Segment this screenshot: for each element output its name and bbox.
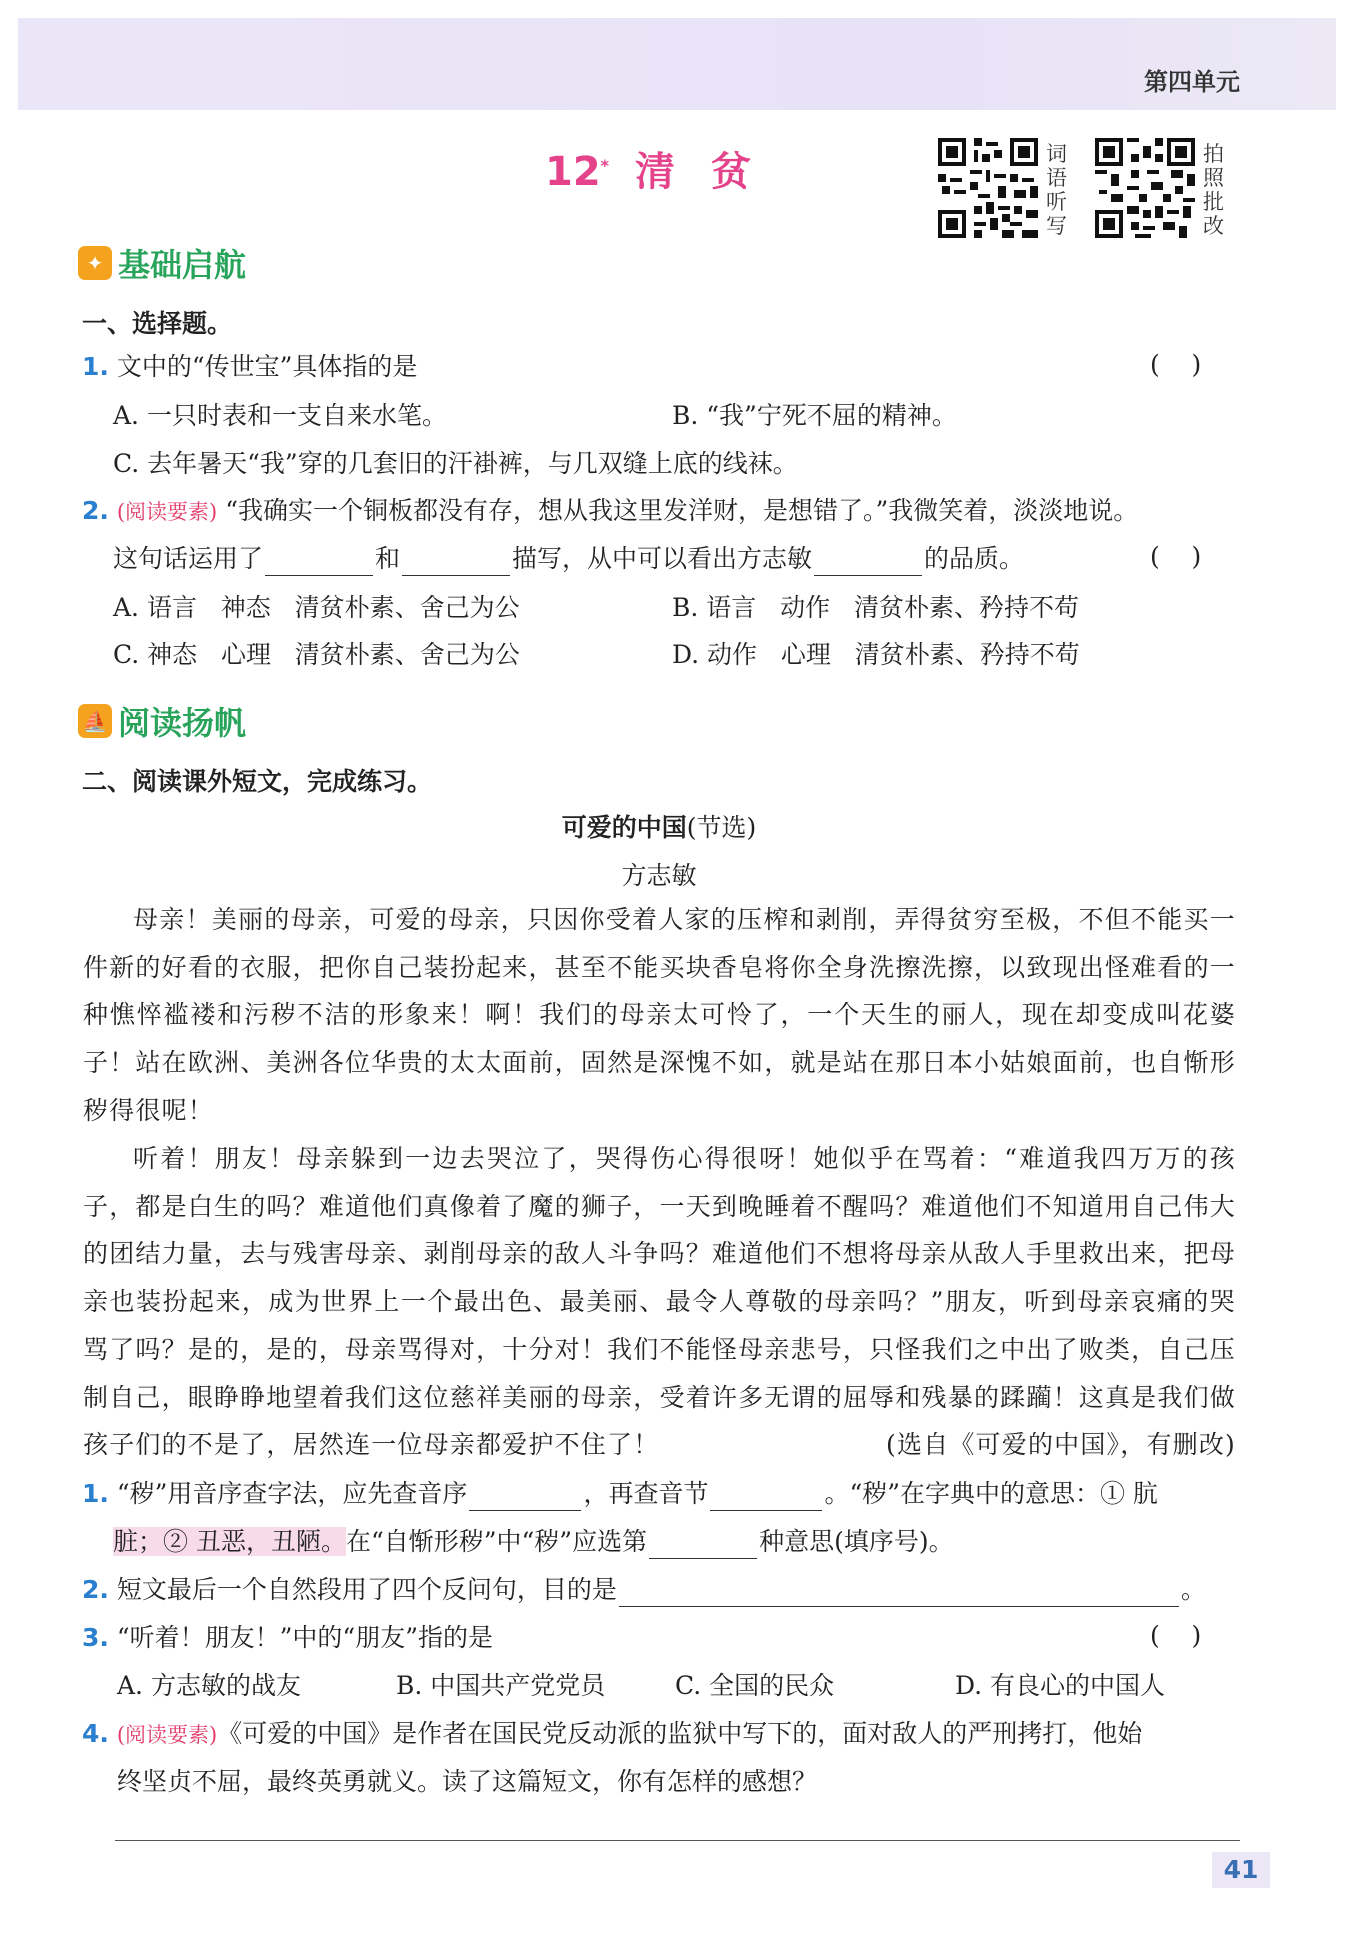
article-paragraph-1: 母亲！美丽的母亲，可爱的母亲，只因你受着人家的压榨和剥削，弄得贫穷至极，不但不能买一件新的好看的衣服，把你自己装扮起来，甚至不能买块香皂将你全身洗擦洗擦，以致现出怪难看的一种憔悴褴褛和污秽不洁的形象来！啊！我们的母亲太可怜了，一个天生的丽人，现在却变成叫花婆子！站在欧洲、美洲各位华贵的太太面前，固然是深愧不如，就是站在那日本小姑娘面前，也自惭形秽得很呢！ (83, 905, 1236, 1125)
reading-question-3 (82, 1621, 493, 1655)
question-1 (82, 350, 417, 384)
answer-blank[interactable] (265, 550, 373, 576)
question-text: 。“秽”在字典中的意思：① 肮 (824, 1479, 1158, 1508)
lesson-mark: * (600, 155, 610, 175)
reading-element-tag: (阅读要素) (116, 1723, 218, 1747)
question-text: 的品质。 (924, 544, 1025, 573)
unit-label: 第四单元 (1144, 68, 1240, 96)
option-b[interactable]: B. 中国共产党党员 (396, 1671, 606, 1700)
question-text: 在“自惭形秽”中“秽”应选第 (345, 1527, 648, 1556)
question-text: “我确实一个铜板都没有存，想从我这里发洋财，是想错了。”我微笑着，淡淡地说。 (225, 496, 1139, 525)
sail-icon: ⛵ (78, 704, 112, 738)
rocket-icon: ✦ (78, 246, 112, 280)
reading-question-4 (82, 1717, 1142, 1752)
question-number: 2. (82, 1575, 109, 1604)
option-c[interactable]: C. 去年暑天“我”穿的几套旧的汗褂裤，与几双缝上底的线袜。 (113, 449, 798, 478)
question-text: 描写，从中可以看出方志敏 (512, 544, 813, 573)
lesson-number: 12 (545, 149, 601, 195)
answer-blank[interactable] (649, 1533, 757, 1559)
question-number: 1. (82, 1479, 109, 1508)
header-band (18, 18, 1336, 110)
part2-heading: 二、阅读课外短文，完成练习。 (82, 767, 433, 796)
article-paragraph-2-text: 听着！朋友！母亲躲到一边去哭泣了，哭得伤心得很呀！她似乎在骂着：“难道我四万万的孩子，都是白生的吗？难道他们真像着了魔的狮子，一天到晚睡着不醒吗？难道他们不知道用自己伟大的团结力量，去与残害母亲、剥削母亲的敌人斗争吗？难道他们不想将母亲从敌人手里救出来，把母亲也装扮起来，成为世界上一个最出色、最美丽、最令人尊敬的母亲吗？”朋友，听到母亲哀痛的哭骂了吗？是的，是的，母亲骂得对，十分对！我们不能怪母亲悲号，只怪我们之中出了败类，自己压制自己，眼睁睁地望着我们这位慈祥美丽的母亲，受着许多无谓的屈辱和残暴的蹂躏！这真是我们做孩子们的不是了，居然连一位母亲都爱护不住了！ (83, 1144, 1236, 1460)
option-d[interactable]: D. 动作 心理 清贫朴素、矜持不苟 (672, 640, 1080, 669)
option-c[interactable]: C. 全国的民众 (675, 1671, 835, 1700)
option-b[interactable]: B. “我”宁死不屈的精神。 (672, 401, 957, 430)
question-2 (82, 494, 1138, 529)
question-text: 种意思(填序号)。 (759, 1527, 954, 1556)
option-b[interactable]: B. 语言 动作 清贫朴素、矜持不苟 (672, 593, 1079, 622)
reading-question-1 (82, 1477, 1158, 1511)
section-reading-label: 阅读扬帆 (118, 704, 247, 742)
lesson-name: 清贫 (635, 149, 788, 195)
answer-blank[interactable] (469, 1485, 581, 1511)
question-text: 。 (1180, 1575, 1206, 1604)
article-title-note: (节选) (686, 813, 757, 842)
section-basic-label: 基础启航 (118, 246, 247, 284)
option-a[interactable]: A. 语言 神态 清贫朴素、舍己为公 (113, 593, 520, 622)
answer-blank[interactable] (619, 1581, 1179, 1607)
qr-label-photo-grading: 拍照批改 (1203, 142, 1224, 238)
option-c[interactable]: C. 神态 心理 清贫朴素、舍己为公 (113, 640, 520, 669)
section-reading (78, 698, 246, 744)
article-paragraph-2 (83, 1135, 1236, 1469)
answer-paren[interactable]: ( ) (1150, 1621, 1202, 1650)
question-text: 和 (375, 544, 401, 573)
question-text: ，再查音节 (583, 1479, 709, 1508)
question-2-line2 (113, 542, 1024, 576)
option-d[interactable]: D. 有良心的中国人 (955, 1671, 1166, 1700)
answer-paren[interactable]: ( ) (1150, 542, 1202, 571)
page-number: 41 (1212, 1852, 1270, 1888)
qr-code-icon[interactable] (938, 138, 1038, 238)
question-number: 1. (82, 352, 109, 381)
section-basic (78, 240, 246, 286)
reading-question-2 (82, 1573, 1206, 1607)
part1-heading: 一、选择题。 (82, 309, 233, 338)
reading-question-1-line2 (113, 1525, 954, 1559)
answer-blank[interactable] (710, 1485, 822, 1511)
question-text: 《可爱的中国》是作者在国民党反动派的监狱中写下的，面对敌人的严刑拷打，他始 (217, 1719, 1143, 1748)
answer-writing-line[interactable] (115, 1840, 1240, 1841)
question-number: 2. (82, 496, 109, 525)
article-source: (选自《可爱的中国》，有删改) (885, 1430, 1236, 1460)
qr-code-icon[interactable] (1095, 138, 1195, 238)
question-text: 短文最后一个自然段用了四个反问句，目的是 (116, 1575, 617, 1604)
reading-question-4-line2: 终坚贞不屈，最终英勇就义。读了这篇短文，你有怎样的感想？ (117, 1767, 818, 1796)
question-number: 3. (82, 1623, 109, 1652)
highlighted-definition: 脏；② 丑恶，丑陋。 (113, 1527, 346, 1556)
article-author: 方志敏 (621, 861, 697, 890)
question-text: 这句话运用了 (113, 544, 264, 573)
option-a[interactable]: A. 方志敏的战友 (117, 1671, 301, 1700)
answer-blank[interactable] (814, 550, 922, 576)
article-title-text: 可爱的中国 (561, 813, 687, 842)
article-title (0, 808, 1318, 844)
lesson-title (545, 140, 787, 197)
question-text: “秽”用音序查字法，应先查音序 (116, 1479, 468, 1508)
answer-paren[interactable]: ( ) (1150, 350, 1202, 379)
question-text: 文中的“传世宝”具体指的是 (116, 352, 418, 381)
option-a[interactable]: A. 一只时表和一支自来水笔。 (113, 401, 447, 430)
reading-element-tag: (阅读要素) (116, 500, 218, 524)
question-number: 4. (82, 1719, 109, 1748)
qr-label-dictation: 词语听写 (1046, 142, 1067, 238)
question-text: “听着！朋友！”中的“朋友”指的是 (116, 1623, 493, 1652)
answer-blank[interactable] (402, 550, 510, 576)
